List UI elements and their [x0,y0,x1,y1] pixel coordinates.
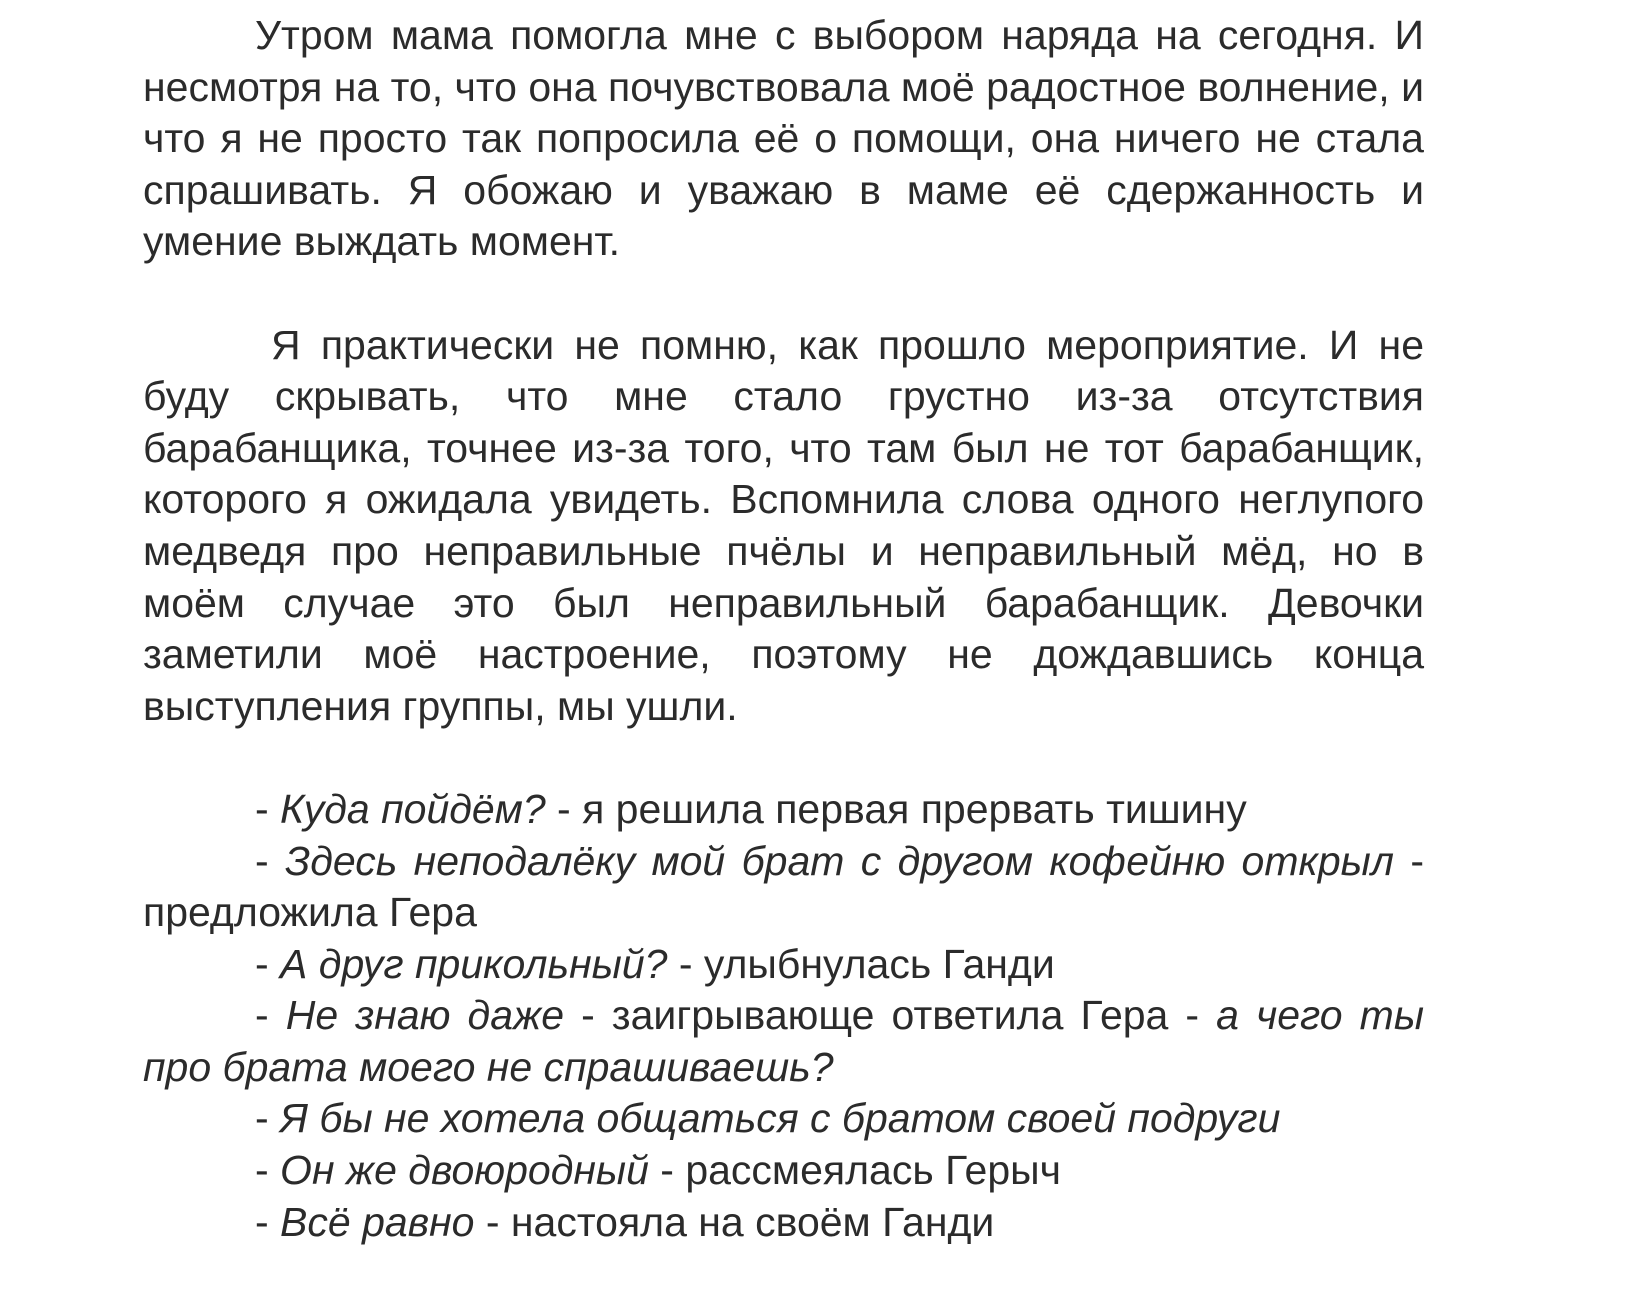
dialogue-tag: - настояла на своём Ганди [474,1198,995,1245]
dialogue-speech: А друг прикольный? [280,940,668,987]
dialogue-dash: - [255,1095,281,1142]
dialogue-dash: - [255,940,281,987]
dialogue-speech: а чего ты про брата моего не спрашиваешь? [143,992,1425,1090]
dialogue-speech: Всё равно [280,1198,475,1245]
dialogue-speech: Он же двоюродный [280,1147,649,1194]
dialogue-line [143,939,1424,991]
dialogue-dash: - [255,1147,281,1194]
dialogue-line [143,1093,1424,1145]
dialogue-dash: - [255,1198,281,1245]
dialogue-speech: Куда пойдём? [280,785,546,832]
dialogue-line [143,1145,1424,1197]
dialogue-line [143,1197,1424,1249]
paragraph-event: Я практически не помню, как прошло мероприятие. И не буду скрывать, что мне стало грустно из-за отсутствия барабанщика, точнее из-за того, что там был не тот барабанщик, которого я ожидала увидеть. Вспомнила слова одного неглупого медведя про неправильные пчёлы и неправильный мёд, но в моём случае это был неправильный барабанщик. Девочки заметили моё настроение, поэтому не дождавшись конца выступления группы, мы ушли. [143,321,1424,729]
dialogue-speech: Я бы не хотела общаться с братом своей подруги [280,1095,1281,1142]
dialogue-dash: - [255,837,286,884]
document-page [143,10,1424,1248]
paragraph-gap [143,268,1424,320]
dialogue-line [143,784,1424,836]
paragraph-gap [143,732,1424,784]
dialogue-dash: - [255,992,286,1039]
dialogue-tag: - заигрывающе ответила Гера - [564,992,1217,1039]
dialogue-line [143,836,1424,939]
dialogue-speech: Не знаю даже [285,992,565,1039]
dialogue-tag: - предложила Гера [143,837,1424,936]
dialogue-tag: - я решила первая прервать тишину [545,785,1247,832]
dialogue-line [143,990,1424,1093]
dialogue-tag: - улыбнулась Ганди [667,940,1055,987]
dialogue-speech: Здесь неподалёку мой брат с другом кофейню открыл [285,837,1394,884]
dialogue-tag: - рассмеялась Герыч [648,1147,1061,1194]
dialogue-dash: - [255,785,281,832]
paragraph-morning: Утром мама помогла мне с выбором наряда на сегодня. И несмотря на то, что она почувствовала моё радостное волнение, и что я не просто так попросила её о помощи, она ничего не стала спрашивать. Я обожаю и уважаю в маме её сдержанность и умение выждать момент. [143,12,1424,265]
